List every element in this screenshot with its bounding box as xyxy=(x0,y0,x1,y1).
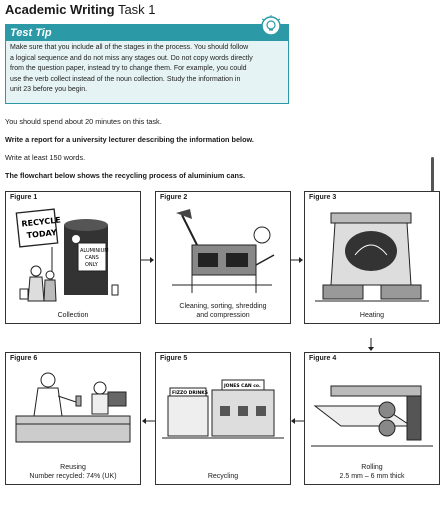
figure-2-caption: Cleaning, sorting, shredding and compression xyxy=(179,303,267,319)
factory-illustration xyxy=(162,366,284,456)
svg-text:ONLY: ONLY xyxy=(85,262,98,268)
svg-text:TODAY: TODAY xyxy=(26,227,58,241)
figure-1-caption: Collection xyxy=(57,312,89,319)
collection-illustration xyxy=(12,205,134,305)
svg-text:ALUMINIUM: ALUMINIUM xyxy=(80,248,109,254)
page-title: Academic Writing Task 1 xyxy=(5,2,156,17)
figure-3-label: Figure 3 xyxy=(309,194,337,201)
task-word-count: Write at least 150 words. xyxy=(5,153,86,162)
svg-text:FIZZO DRINKS: FIZZO DRINKS xyxy=(172,391,209,396)
figure-5-label: Figure 5 xyxy=(160,355,188,362)
figure-6-caption: Reusing Number recycled: 74% (UK) xyxy=(29,464,117,480)
figure-2-panel xyxy=(155,191,291,324)
figure-6-label: Figure 6 xyxy=(10,355,38,362)
task-intro: The flowchart below shows the recycling process of aluminium cans. xyxy=(5,171,246,180)
figure-1-panel xyxy=(5,191,141,324)
figure-4-caption: Rolling 2.5 mm – 6 mm thick xyxy=(339,464,405,480)
furnace-illustration xyxy=(311,205,433,305)
figure-3-panel xyxy=(304,191,440,324)
task-time: You should spend about 20 minutes on this task. xyxy=(5,117,162,126)
figure-6-panel xyxy=(5,352,141,485)
rolling-mill-illustration xyxy=(311,366,433,456)
arrow-right-icon xyxy=(141,256,155,264)
figure-5-caption: Recycling xyxy=(207,473,239,480)
sorting-machine-illustration xyxy=(162,205,284,295)
svg-text:CANS: CANS xyxy=(85,255,99,261)
figure-2-label: Figure 2 xyxy=(160,194,188,201)
arrow-left-icon xyxy=(290,417,304,425)
figure-1-label: Figure 1 xyxy=(10,194,38,201)
lightbulb-icon xyxy=(259,14,283,38)
arrow-down-icon xyxy=(367,338,375,352)
figure-4-label: Figure 4 xyxy=(309,355,337,362)
test-tip-box xyxy=(5,24,289,104)
task-instruction: Write a report for a university lecturer describing the information below. xyxy=(5,135,254,144)
figure-4-panel xyxy=(304,352,440,485)
arrow-right-icon xyxy=(290,256,304,264)
svg-text:RECYCLE: RECYCLE xyxy=(21,215,62,229)
figure-3-caption: Heating xyxy=(359,312,385,319)
shop-counter-illustration xyxy=(12,366,134,446)
test-tip-heading: Test Tip xyxy=(6,25,288,41)
arrow-left-icon xyxy=(141,417,155,425)
figure-5-panel xyxy=(155,352,291,485)
test-tip-text: Make sure that you include all of the stages in the process. You should follow a logical sequence and do not miss any stages out. Do not copy words directly from the question paper, instead try to change them. For example, you could use the verb collect instead of the noun collection. Study the information in unit 23 before you begin. xyxy=(10,44,253,93)
svg-text:JONES CAN co.: JONES CAN co. xyxy=(224,384,261,389)
